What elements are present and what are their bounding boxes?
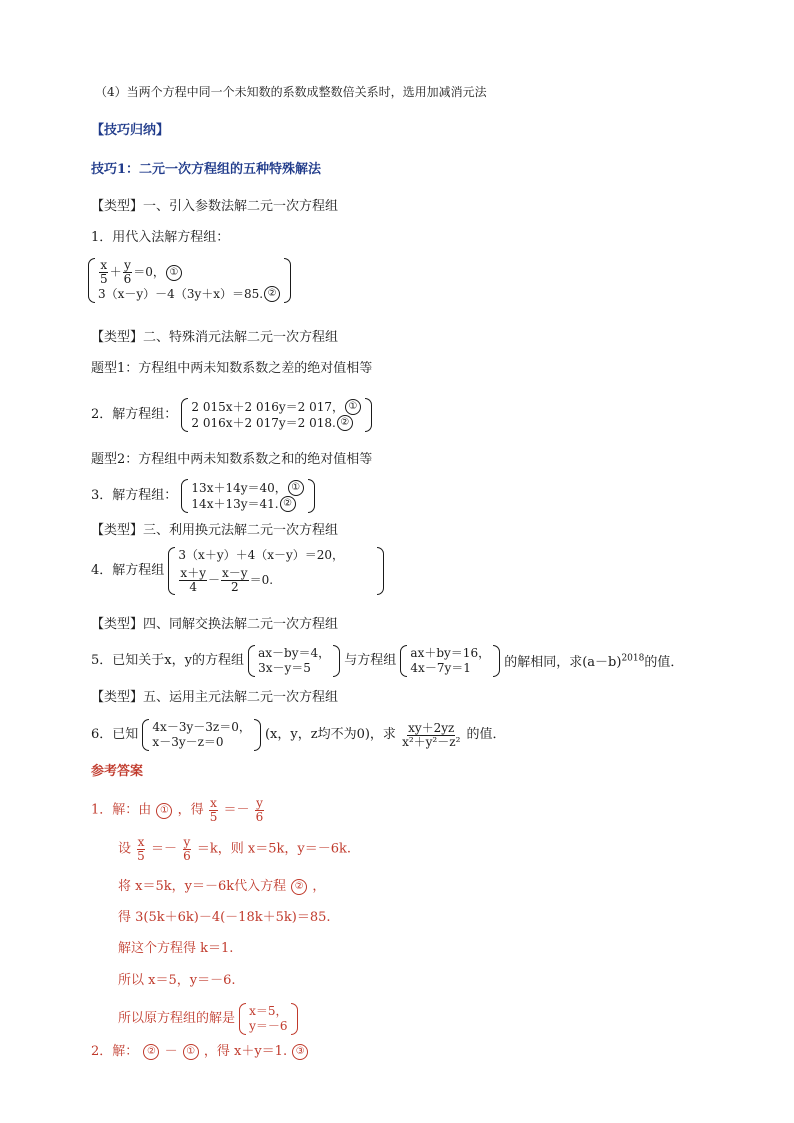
answer-1-line-7: 所以原方程组的解是 x＝5， y＝－6 [118, 1003, 298, 1035]
question-3: 3．解方程组： 13x＋14y＝40， ① 14x＋13y＝41. ② [91, 479, 315, 513]
circled-two-marker: ② [264, 286, 280, 302]
circled-one-marker: ① [166, 265, 182, 281]
answer-1-line-2: 设 $\frac{x}{5}$ ＝－ $\frac{y}{6}$ ＝k，则 x＝5k，y＝－6k. [118, 835, 351, 863]
type-heading-1: 【类型】一、引入参数法解二元一次方程组 [91, 199, 339, 214]
type-heading-5: 【类型】五、运用主元法解二元一次方程组 [91, 690, 339, 705]
question-6: 6．已知 4x－3y－3z＝0， x－3y－z＝0 (x，y，z均不为0)，求 $\frac{xy+2yz}{\text{x²＋y²－z²}}$ 的值． [91, 720, 506, 749]
skill-title: 技巧1：二元一次方程组的五种特殊解法 [91, 162, 322, 177]
answer-1-line-4: 得 3(5k＋6k)－4(－18k＋5k)＝85. [118, 910, 331, 925]
answer-1-line-6: 所以 x＝5，y＝－6. [118, 973, 236, 988]
answers-title: 参考答案 [91, 764, 144, 779]
type-heading-3: 【类型】三、利用换元法解二元一次方程组 [91, 523, 339, 538]
answer-1-line-3: 将 x＝5k，y＝－6k代入方程 ② ， [118, 879, 326, 894]
question-4: 4．解方程组 3（x＋y）＋4（x－y）＝20， $\frac{x+y}{4}$ － $\frac{x-y}{2}$ ＝0. [91, 547, 384, 595]
subtype-2: 题型2：方程组中两未知数系数之和的绝对值相等 [91, 452, 373, 467]
answer-1-line-1: 1．解：由 ① ，得 $\frac{x}{5}$ ＝－ $\frac{y}{6}$ [91, 796, 264, 824]
question-1-label: 1．用代入法解方程组： [91, 230, 230, 245]
type-heading-4: 【类型】四、同解交换法解二元一次方程组 [91, 617, 339, 632]
question-2: 2．解方程组： 2 015x＋2 016y＝2 017， ① 2 016x＋2 017y＝2 018. ② [91, 398, 372, 432]
type-heading-2: 【类型】二、特殊消元法解二元一次方程组 [91, 330, 339, 345]
answer-2-line-1: 2．解： ② － ① ，得 x＋y＝1. ③ [91, 1044, 309, 1061]
subtype-1: 题型1：方程组中两未知数系数之差的绝对值相等 [91, 361, 373, 376]
intro-line: （4）当两个方程中同一个未知数的系数成整数倍关系时，选用加减消元法 [95, 85, 487, 99]
skill-summary-heading: 【技巧归纳】 [91, 123, 170, 138]
answer-1-line-5: 解这个方程得 k＝1. [118, 941, 234, 956]
question-1-system: $\frac{x}{5}$ ＋ $\frac{y}{6}$ ＝0， ① 3（x－y）－4（3y＋x）＝85. ② [88, 258, 291, 303]
question-5: 5．已知关于x，y的方程组 ax－by＝4， 3x－y＝5 与方程组 ax＋by＝16， 4x－7y＝1 的解相同，求$(a-b)^{2018}$的值． [91, 646, 684, 675]
